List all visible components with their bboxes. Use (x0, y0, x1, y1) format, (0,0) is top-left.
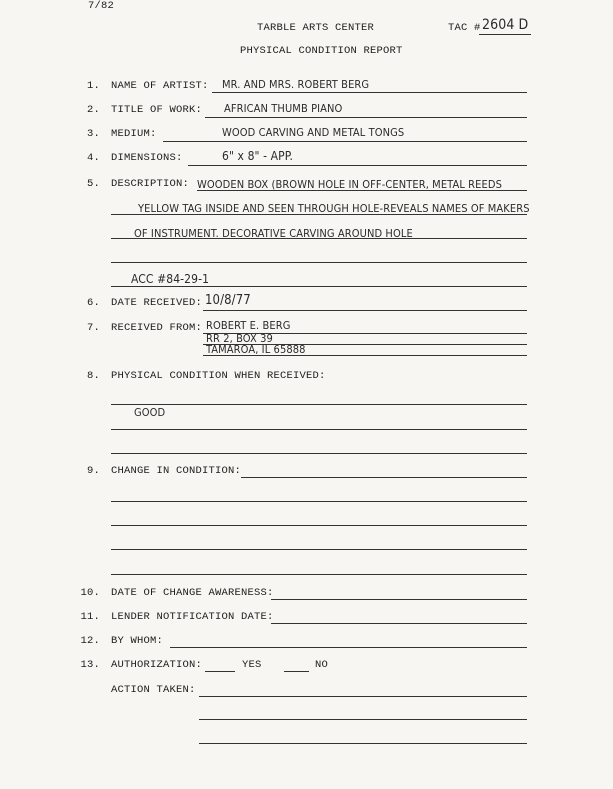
date-received-value: 10/8/77 (205, 293, 251, 308)
received-from-rule-3 (203, 355, 527, 356)
organization-name: TARBLE ARTS CENTER (257, 22, 375, 34)
date-code: 7/82 (88, 0, 115, 12)
dimensions-line (188, 165, 527, 166)
received-from-address: RR 2, BOX 39 (206, 332, 273, 345)
date-received-line (203, 310, 527, 311)
change-rule-5 (111, 574, 527, 575)
authorization-yes-label: YES (242, 659, 262, 671)
action-taken-label: ACTION TAKEN: (111, 684, 196, 696)
description-rule-3 (111, 238, 527, 239)
received-from-label: RECEIVED FROM: (111, 322, 203, 334)
page-title: PHYSICAL CONDITION REPORT (240, 45, 403, 57)
artist-value: MR. AND MRS. ROBERT BERG (222, 78, 370, 91)
description-line-3: OF INSTRUMENT. DECORATIVE CARVING AROUND HOLE (134, 227, 413, 240)
authorization-label: AUTHORIZATION: (111, 659, 203, 671)
title-label: TITLE OF WORK: (111, 104, 203, 116)
field-number: 11. (80, 611, 100, 623)
title-line (205, 117, 527, 118)
field-number: 5. (86, 178, 100, 190)
field-number: 4. (86, 152, 100, 164)
title-value: AFRICAN THUMB PIANO (224, 102, 343, 115)
field-number: 3. (86, 128, 100, 140)
authorization-yes-blank (205, 671, 235, 672)
accession-number: ACC #84-29-1 (131, 272, 210, 286)
field-number: 1. (86, 80, 100, 92)
description-rule-1 (197, 190, 527, 191)
action-taken-rule-3 (199, 743, 527, 744)
tac-label: TAC # (448, 22, 481, 34)
date-received-label: DATE RECEIVED: (111, 297, 203, 309)
field-number: 7. (86, 322, 100, 334)
field-number: 6. (86, 297, 100, 309)
change-in-condition-label: CHANGE IN CONDITION: (111, 465, 242, 477)
dimensions-label: DIMENSIONS: (111, 152, 183, 164)
field-number: 10. (80, 587, 100, 599)
physical-condition-label: PHYSICAL CONDITION WHEN RECEIVED: (111, 370, 326, 382)
description-rule-4 (111, 262, 527, 263)
description-line-2: YELLOW TAG INSIDE AND SEEN THROUGH HOLE-REVEALS NAMES OF MAKERS (138, 202, 530, 215)
description-rule-5 (111, 286, 527, 287)
condition-rule-1 (111, 404, 527, 405)
medium-value: WOOD CARVING AND METAL TONGS (222, 126, 405, 139)
by-whom-line (170, 647, 527, 648)
lender-notification-label: LENDER NOTIFICATION DATE: (111, 611, 274, 623)
change-awareness-label: DATE OF CHANGE AWARENESS: (111, 587, 274, 599)
change-rule-2 (111, 501, 527, 502)
by-whom-label: BY WHOM: (111, 635, 164, 647)
field-number: 8. (86, 370, 100, 382)
artist-line (212, 92, 527, 93)
authorization-no-blank (284, 671, 309, 672)
field-number: 9. (86, 465, 100, 477)
description-label: DESCRIPTION: (111, 178, 190, 190)
medium-label: MEDIUM: (111, 128, 157, 140)
received-from-city: TAMAROA, IL 65888 (206, 343, 306, 356)
description-rule-2 (111, 214, 527, 215)
tac-number: 2604 D (482, 17, 529, 33)
change-rule-4 (111, 549, 527, 550)
medium-line (163, 141, 527, 142)
authorization-no-label: NO (315, 659, 329, 671)
dimensions-value: 6" x 8" - APP. (222, 149, 294, 163)
tac-underline (479, 34, 531, 35)
physical-condition-value: GOOD (134, 406, 166, 419)
action-taken-rule-1 (199, 696, 527, 697)
received-from-name: ROBERT E. BERG (206, 319, 291, 332)
field-number: 12. (80, 635, 100, 647)
field-number: 2. (86, 104, 100, 116)
change-awareness-line (271, 599, 527, 600)
field-number: 13. (80, 659, 100, 671)
description-line-1: WOODEN BOX (BROWN HOLE IN OFF-CENTER, METAL REEDS (197, 178, 502, 191)
change-rule-3 (111, 525, 527, 526)
condition-rule-3 (111, 453, 527, 454)
lender-notification-line (271, 623, 527, 624)
change-rule-1 (241, 477, 527, 478)
artist-label: NAME OF ARTIST: (111, 80, 209, 92)
action-taken-rule-2 (199, 719, 527, 720)
condition-rule-2 (111, 429, 527, 430)
